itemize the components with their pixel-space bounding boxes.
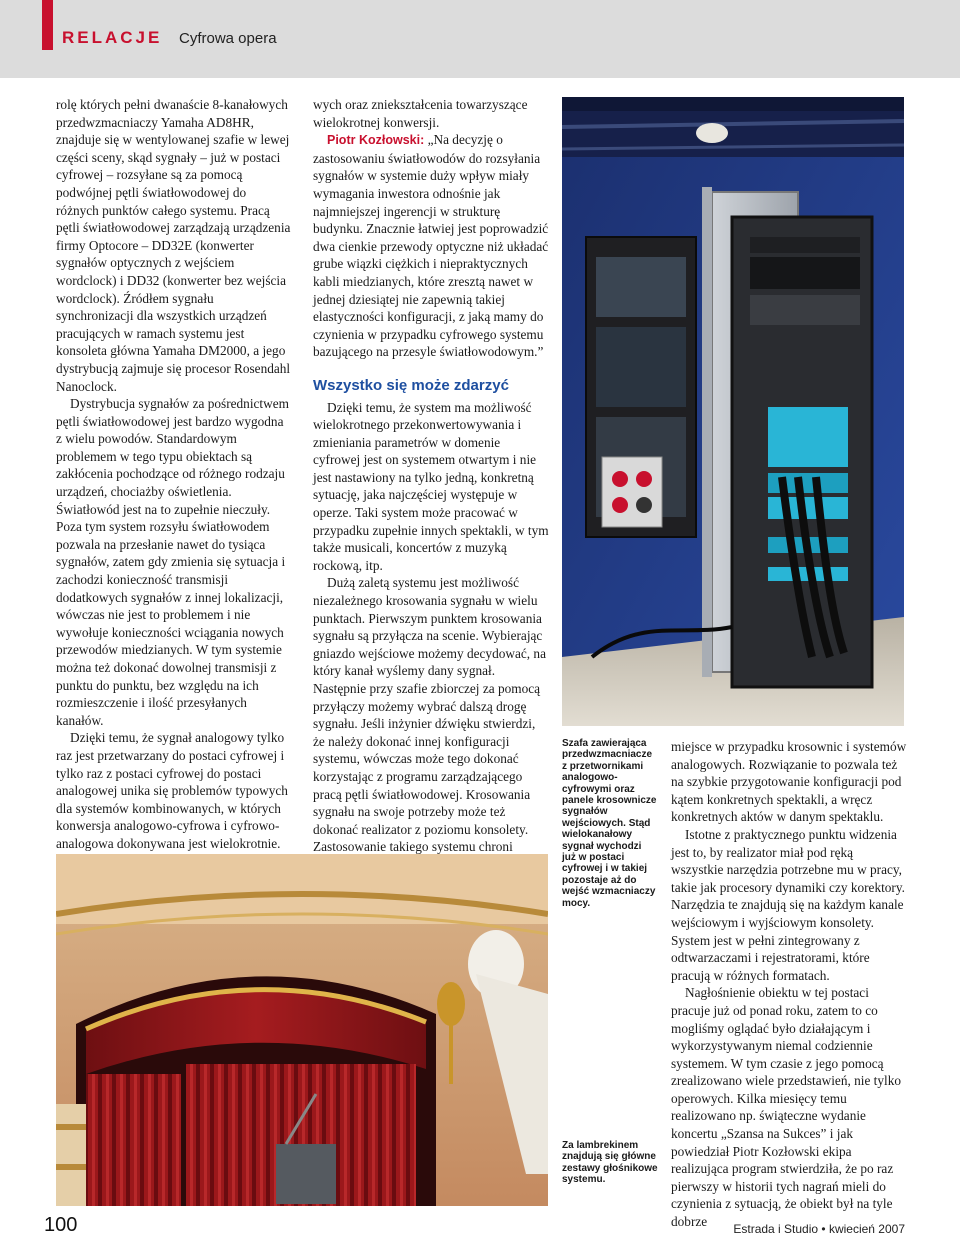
text-column-1 (56, 96, 292, 888)
page-number: 100 (44, 1214, 78, 1236)
paragraph: Dystrybucja sygnałów za pośrednictwem pętli światłowodowej jest bardzo wygodna z wielu powodów. Standardowym problemem w tego typu obiektach są zakłócenia pochodzące od różnego rodzaju urządzeń, chociażby oświetlenia. Światłowód jest na to zupełnie nieczuły. Poza tym system rozsyłu światłowodem pozwala na przesłanie nawet do tysiąca sygnałów, zatem gdy zmienia się sytuacja i zachodzi konieczność transmisji dodatkowych sygnałów z innej lokalizacji, wówczas nie jest to problemem i nie wywołuje konieczności wciągania nowych przewodów miedzianych. W tym systemie można też dokonać dowolnej transmisji z punktu do punktu, bez względu na ich rozmieszczenie i ilość przesyłanych kanałów. (56, 396, 289, 728)
quote-text: „Na decyzję o zastosowaniu światłowodów do rozsyłania sygnałów w systemie duży wpływ miały wymagania inwestora odnośnie jak najmniejszej ingerencji w strukturę budynku. Znacznie łatwiej jest poprowadzić dwa cienkie przewody optyczne niż układać grube wiązki ciężkich i niepraktycznych kabli miedzianych, które zresztą nawet w jednej dziesiątej nie zapewnią takiej elastyczności konfiguracji, z jaką mamy do czynienia w przypadku cyfrowego systemu bazującego na przesyle światłowodowym.” (313, 132, 549, 360)
publication-footer: Estrada i Studio • kwiecień 2007 (733, 1222, 905, 1236)
paragraph: rolę których pełni dwanaście 8-kanałowych przedwzmacniaczy Yamaha AD8HR, znajduje się w wentylowanej szafie w lewej części sceny, skąd sygnały – już w postaci cyfrowej – rozsyłane są za pomocą podwójnej pętli światłowodowej do różnych punktów całego systemu. Pracą pętli światłowodowej zarządzają urządzenia firmy Optocore – DD32E (konwerter sygnałów optycznych z wejściem wordclock) i DD32 (konwerter bez wejścia wordclock). Źródłem sygnału synchronizacji dla wszystkich urządzeń pracujących w ramach systemu jest konsoleta główna Yamaha DM2000, a jego dystrybucją zajmuje się procesor Rosendahl Nanoclock. (56, 97, 291, 394)
article-topic: Cyfrowa opera (179, 30, 277, 47)
section-label: RELACJE (62, 28, 163, 47)
page-header (0, 0, 960, 78)
paragraph: Dużą zaletą systemu jest możliwość niezależnego krosowania sygnału w wielu punktach. Pierwszym punktem krosowania sygnału są przyłącza na scenie. Wybierając gniazdo wejściowe możemy decydować, na który kanał wyślemy dany sygnał. Następnie przy szafie zbiorczej za pomocą przyłączy możemy wybrać dalszą drogę sygnału. Jeśli inżynier dźwięku stwierdzi, że należy dokonać innej konfiguracji systemu, wówczas może tego dokonać korzystając z programu zarządzającego pracą pętli światłowodowej. Krosowania sygnału na swoje potrzeby może też dokonać realizator z poziomu konsolety. Zastosowanie takiego systemu chroni (313, 575, 546, 855)
rack-photo-caption: Szafa zawierająca przedwzmacniacze z przetwornikami analogowo-cyfrowymi oraz panele krosownicze sygnałów wejściowych. Stąd wielokanałowy sygnał wychodzi już w postaci cyfrowej i w takiej pozostaje aż do wejść wzmacniaczy mocy. (562, 738, 657, 909)
paragraph: Istotne z praktycznego punktu widzenia jest to, by realizator miał pod ręką wszystkie narzędzia potrzebne mu w pracy, takie jak procesory dynamiki czy korektory. Narzędzia te znajdują się na każdym kanale wejściowym i wyjściowym konsolety. System jest w pełni zintegrowany z odtwarzaczami i rejestratorami, które pracują w różnych formatach. (671, 826, 905, 983)
text-column-3 (671, 738, 907, 1231)
quote-paragraph (313, 131, 549, 361)
paragraph: Dzięki temu, że system ma możliwość wielokrotnego przekonwertowywania i zmieniania parametrów w domenie cyfrowej jest on systemem otwartym i nie jest nastawiony na tylko jedną, konkretną sytuację, jaka najczęściej występuje w operze. Taki system może pracować w przypadku zupełnie innych spektakli, w tym także musicali, koncertów z muzyką rockową, itp. (313, 399, 549, 573)
paragraph: wych oraz zniekształcenia towarzyszące wielokrotnej konwersji. (313, 97, 528, 130)
paragraph: Nagłośnienie obiektu w tej postaci pracuje już od ponad roku, zatem to co mogliśmy oglądać było działającym i wykorzystywanym niemal codziennie systemem. W tym czasie z jego pomocą zrealizowano wiele przedstawień, nie tylko operowych. Kilka miesięcy temu realizowano np. świąteczne wydanie koncertu „Szansa na Sukces” i jak powiedział Piotr Kozłowski ekipa realizująca program stwierdziła, że po raz pierwszy w historii tych nagrań mieli do czynienia z sytuacją, że obiekt był na tyle dobrze (671, 985, 902, 1230)
text-column-2 (313, 96, 549, 891)
paragraph: Dzięki temu, że sygnał analogowy tylko raz jest przetwarzany do postaci cyfrowej i tylko raz z postaci cyfrowej do postaci analogowej unika się problemów typowych dla systemów kombinowanych, w których konwersja analogowo-cyfrowa i cyfrowo-analogowa dokonywana jest wielokrotnie. (56, 730, 288, 851)
rack-photo (562, 97, 904, 726)
paragraph: miejsce w przypadku krosownic i systemów analogowych. Rozwiązanie to pozwala też na szybkie przygotowanie konfiguracji pod kątem konkretnych spektakli, a wręcz konkretnych aktów w danym spektaklu. (671, 739, 907, 825)
section-heading: Wszystko się może zdarzyć (313, 376, 509, 394)
theatre-photo (56, 854, 548, 1206)
theatre-photo-caption: Za lambrekinem znajdują się główne zestawy głośnikowe systemu. (562, 1140, 658, 1186)
speaker-name: Piotr Kozłowski: (327, 133, 425, 148)
section-color-bar (42, 0, 53, 50)
